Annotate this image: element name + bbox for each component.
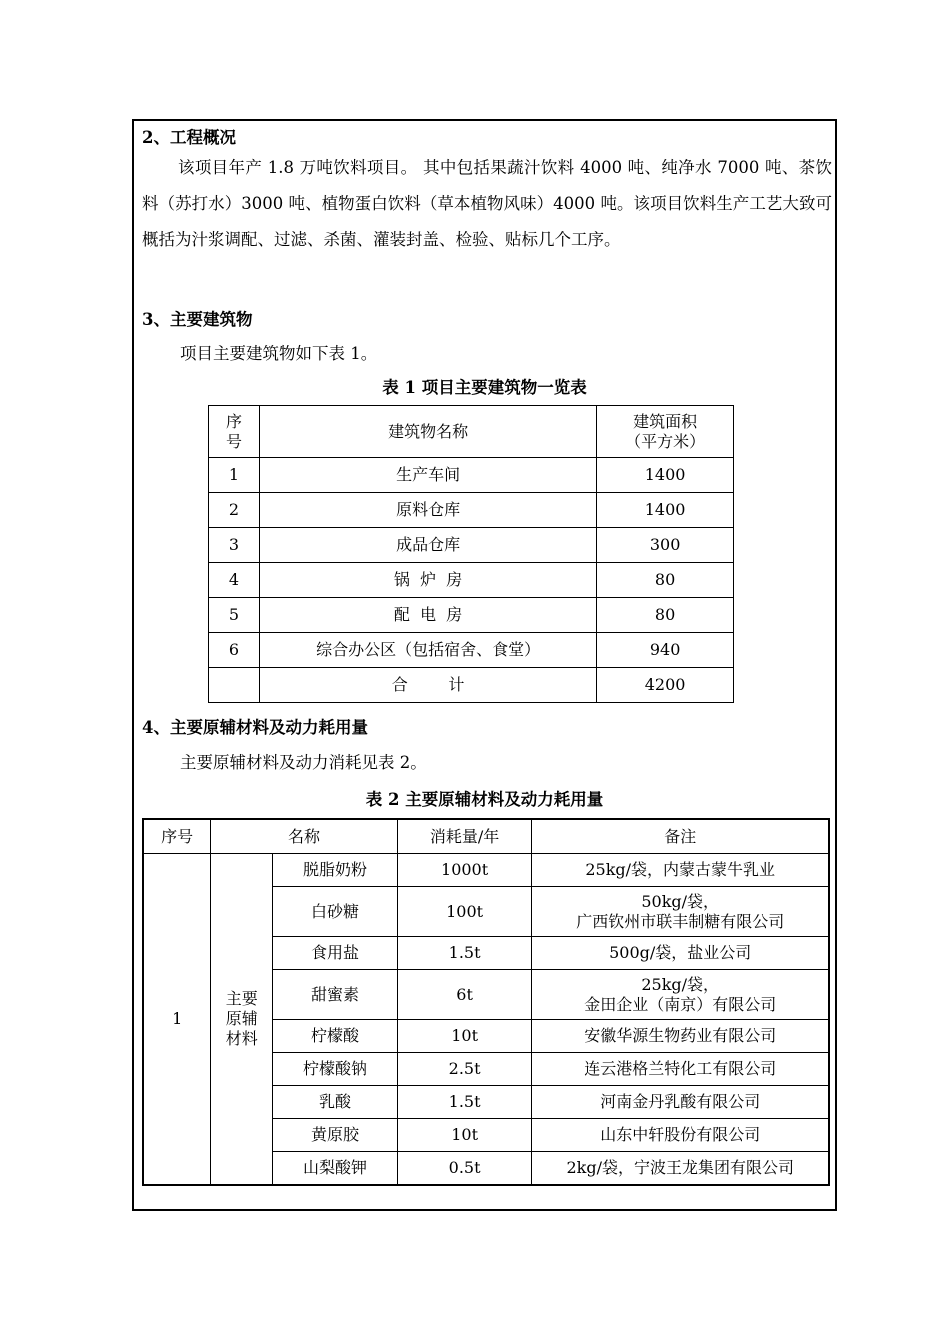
cell-area: 1400 <box>597 493 734 528</box>
cell-index: 6 <box>209 633 260 668</box>
table-2-caption: 表 2 主要原辅材料及动力耗用量 <box>365 790 604 809</box>
cell-amount: 6t <box>397 970 532 1020</box>
cell-amount: 1000t <box>397 854 532 887</box>
cell-area: 80 <box>597 598 734 633</box>
table-row <box>209 633 734 668</box>
cell-building-name: 生产车间 <box>259 458 596 493</box>
table-row <box>209 528 734 563</box>
col-header-index: 序号 <box>143 819 211 854</box>
cell-note: 山东中轩股份有限公司 <box>532 1119 829 1152</box>
table-row <box>209 493 734 528</box>
section-4-intro: 主要原辅材料及动力消耗见表 2。 <box>180 753 427 772</box>
cell-building-name: 配 电 房 <box>259 598 596 633</box>
table-1-caption: 表 1 项目主要建筑物一览表 <box>382 378 587 397</box>
cell-material-name: 柠檬酸钠 <box>273 1053 398 1086</box>
cell-note: 安徽华源生物药业有限公司 <box>532 1020 829 1053</box>
cell-material-name: 甜蜜素 <box>273 970 398 1020</box>
cell-material-name: 食用盐 <box>273 937 398 970</box>
cell-material-name: 柠檬酸 <box>273 1020 398 1053</box>
cell-index-empty <box>209 668 260 703</box>
col-header-area: 建筑面积 （平方米） <box>597 406 734 458</box>
col-header-amount: 消耗量/年 <box>397 819 532 854</box>
cell-index: 1 <box>209 458 260 493</box>
cell-note: 2kg/袋，宁波王龙集团有限公司 <box>532 1152 829 1186</box>
cell-amount: 10t <box>397 1020 532 1053</box>
cell-note: 50kg/袋， 广西钦州市联丰制糖有限公司 <box>532 887 829 937</box>
cell-note: 500g/袋，盐业公司 <box>532 937 829 970</box>
cell-building-name: 原料仓库 <box>259 493 596 528</box>
cell-total-label: 合 计 <box>259 668 596 703</box>
col-header-note: 备注 <box>532 819 829 854</box>
cell-area: 1400 <box>597 458 734 493</box>
cell-area: 80 <box>597 563 734 598</box>
cell-amount: 2.5t <box>397 1053 532 1086</box>
table-total-row <box>209 668 734 703</box>
cell-material-name: 山梨酸钾 <box>273 1152 398 1186</box>
cell-note: 25kg/袋， 金田企业（南京）有限公司 <box>532 970 829 1020</box>
cell-amount: 1.5t <box>397 937 532 970</box>
cell-area: 940 <box>597 633 734 668</box>
section-3-intro: 项目主要建筑物如下表 1。 <box>180 344 378 363</box>
col-header-index: 序 号 <box>209 406 260 458</box>
cell-amount: 1.5t <box>397 1086 532 1119</box>
cell-building-name: 锅 炉 房 <box>259 563 596 598</box>
table-row <box>209 458 734 493</box>
section-2-heading: 2、工程概况 <box>142 128 236 147</box>
cell-note: 25kg/袋，内蒙古蒙牛乳业 <box>532 854 829 887</box>
cell-note: 连云港格兰特化工有限公司 <box>532 1053 829 1086</box>
table-row <box>143 854 829 887</box>
cell-material-name: 黄原胶 <box>273 1119 398 1152</box>
table-header-row <box>143 819 829 854</box>
col-header-name: 名称 <box>211 819 397 854</box>
section-4-heading: 4、主要原辅材料及动力耗用量 <box>142 718 368 737</box>
cell-index: 2 <box>209 493 260 528</box>
section-2-paragraph: 该项目年产 1.8 万吨饮料项目。 其中包括果蔬汁饮料 4000 吨、纯净水 7000 吨、茶饮料（苏打水）3000 吨、植物蛋白饮料（草本植物风味）4000 吨。该项目饮料生产工艺大致可概括为汁浆调配、过滤、杀菌、灌装封盖、检验、贴标几个工序。 <box>142 158 832 249</box>
cell-amount: 100t <box>397 887 532 937</box>
cell-note: 河南金丹乳酸有限公司 <box>532 1086 829 1119</box>
cell-amount: 10t <box>397 1119 532 1152</box>
cell-amount: 0.5t <box>397 1152 532 1186</box>
col-header-building-name: 建筑物名称 <box>259 406 596 458</box>
table-header-row <box>209 406 734 458</box>
cell-building-name: 成品仓库 <box>259 528 596 563</box>
materials-table <box>142 818 830 1186</box>
cell-material-name: 乳酸 <box>273 1086 398 1119</box>
cell-index: 4 <box>209 563 260 598</box>
cell-total-value: 4200 <box>597 668 734 703</box>
cell-material-name: 白砂糖 <box>273 887 398 937</box>
section-3-heading: 3、主要建筑物 <box>142 310 253 329</box>
cell-index: 5 <box>209 598 260 633</box>
cell-group-label: 主要 原辅 材料 <box>211 854 273 1186</box>
table-row <box>209 598 734 633</box>
buildings-table <box>208 405 734 703</box>
table-row <box>209 563 734 598</box>
cell-building-name: 综合办公区（包括宿舍、食堂） <box>259 633 596 668</box>
cell-material-name: 脱脂奶粉 <box>273 854 398 887</box>
cell-area: 300 <box>597 528 734 563</box>
cell-group-index: 1 <box>143 854 211 1186</box>
cell-index: 3 <box>209 528 260 563</box>
